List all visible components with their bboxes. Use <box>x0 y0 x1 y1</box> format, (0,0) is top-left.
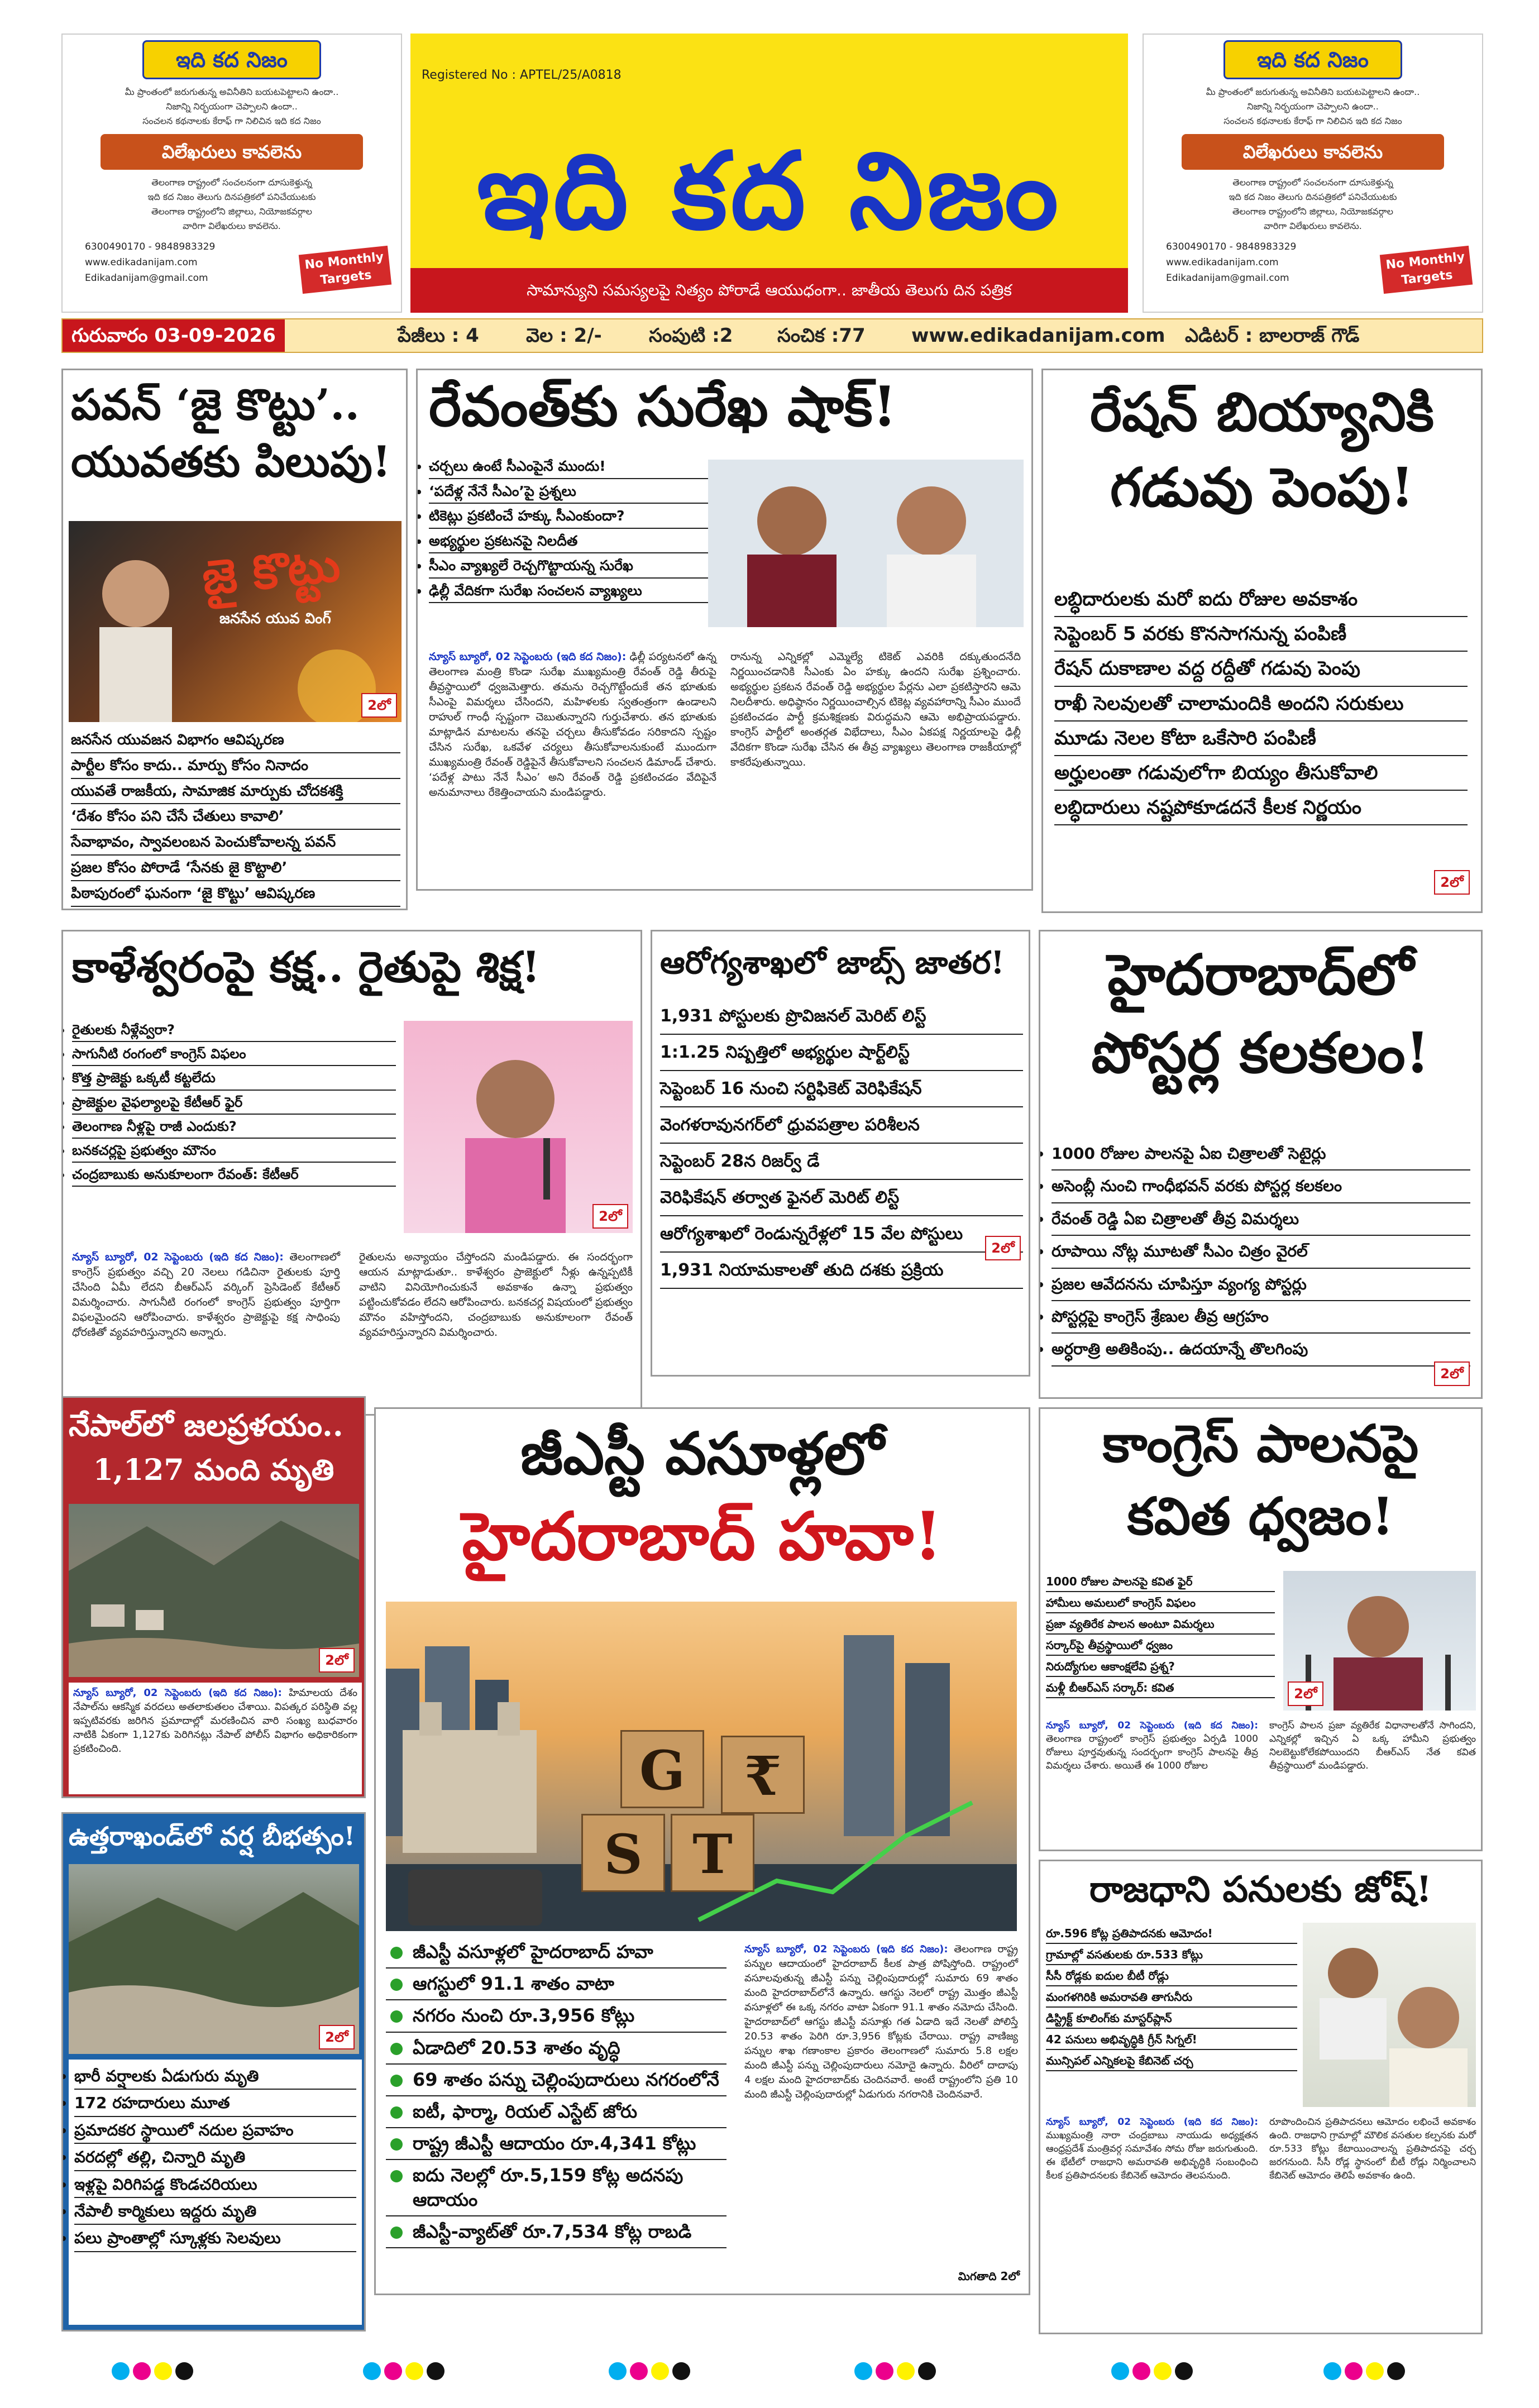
nepal-flood-photo <box>69 1504 359 1677</box>
ad-target-badge: No Monthly Targets <box>1380 246 1473 294</box>
list-item: • రూపాయి నోట్ల మూటతో సీఎం చిత్రం వైరల్ <box>1052 1236 1470 1268</box>
kaleshwaram-points <box>72 1018 396 1187</box>
dateline: న్యూస్ బ్యూరో, 02 సెప్టెంబరు (ఇది కద నిజం): <box>1046 1720 1258 1731</box>
continued-badge: 2లో <box>592 1204 628 1229</box>
price: వెల : 2/- <box>526 324 602 347</box>
headline: హైదరాబాద్‌లో <box>1107 942 1414 1007</box>
list-item: • డిస్ట్రిక్ట్ కూలింగ్‌కు మాస్టర్‌ప్లాన్ <box>1046 2008 1297 2029</box>
ad-logo: ఇది కద నిజం <box>142 40 321 79</box>
gst-points <box>386 1937 727 2248</box>
list-item: • వెంగళరావునగర్‌లో ధ్రువపత్రాల పరిశీలన <box>660 1107 1023 1144</box>
headline: కవిత ధ్వజం! <box>1127 1486 1394 1546</box>
continued-badge: 2లో <box>319 1648 355 1673</box>
list-item: • బనకచర్లపై ప్రభుత్వం మౌనం <box>72 1139 396 1163</box>
ad-line: ఇది కద నిజం తెలుగు దినపత్రికలో పనిచేయుటకు <box>147 192 316 202</box>
article-body: రూపొందించిన ప్రతిపాదనలు ఆమోదం లభించే అవకాశం ఉంది. రాజధాని గ్రామాల్లో మౌలిక వసతుల కల్పనకు మరో రూ.533 కోట్లు కేటాయించాలన్న ప్రతిపాదనపై చర్చ జరగనుంది. సీసీ రోడ్ల స్థానంలో బీటీ రోడ్లు నిర్మించాలని కేబినెట్ ఆమోదం తెలిపే అవకాశం ఉంది. <box>1269 2116 1476 2181</box>
ad-line: తెలంగాణ రాష్ట్రంలో సంచలనంగా దూసుకెళ్తున్న <box>1232 177 1393 188</box>
list-item: • 172 రహదారులు మూత <box>74 2090 356 2116</box>
article-revanth <box>416 369 1033 891</box>
continued-badge: 2లో <box>1288 1681 1323 1706</box>
list-item: • సర్కార్‌పై తీవ్రస్థాయిలో ధ్వజం <box>1046 1635 1275 1656</box>
list-item: • రూ.596 కోట్ల ప్రతిపాదనకు ఆమోదం! <box>1046 1923 1297 1944</box>
poster-subtitle: జనసేన యువ వింగ్ <box>219 610 331 627</box>
list-item: లబ్ధిదారులు నష్టపోకూడదనే కీలక నిర్ణయం <box>1054 791 1468 825</box>
headline: కాళేశ్వరంపై కక్ష.. రైతుపై శిక్ష! <box>72 942 541 992</box>
dateline: న్యూస్ బ్యూరో, 02 సెప్టెంబరు (ఇది కద నిజం): <box>744 1943 948 1955</box>
uttarakhand-flood-photo <box>69 1864 359 2054</box>
ad-email: Edikadanijam@gmail.com <box>85 273 208 284</box>
ad-line: నిజాన్ని నిర్భయంగా చెప్పాలని ఉందా.. <box>1247 101 1379 112</box>
list-item: • ప్రజల కోసం పోరాడే ‘సేనకు జై కొట్టాలి’ <box>71 856 400 881</box>
list-item: • ‘పదేళ్ల నేనే సీఎం’పై ప్రశ్నలు <box>429 479 719 504</box>
portrait-illustration <box>1303 1923 1476 2107</box>
list-item: • ‘దేశం కోసం పని చేసే చేతులు కావాలి’ <box>71 804 400 830</box>
headline: రేవంత్‌కు సురేఖ షాక్! <box>429 375 897 439</box>
list-item: • పార్టీల కోసం కాదు.. మార్పు కోసం నినాదం <box>71 753 400 779</box>
article-capital <box>1039 1860 1483 2334</box>
page-count: పేజీలు : 4 <box>398 324 479 347</box>
print-registration-marks <box>363 2362 445 2385</box>
gst-block-s: S <box>581 1814 665 1892</box>
list-item: • ప్రాజెక్టుల వైఫల్యాలపై కేటీఆర్ ఫైర్ <box>72 1091 396 1115</box>
revanth-surekha-photo <box>708 460 1024 627</box>
list-item: నగరం నుంచి రూ.3,956 కోట్లు <box>386 2000 727 2032</box>
ration-points <box>1054 582 1468 825</box>
headline: యువతకు పిలుపు! <box>71 437 391 486</box>
list-item: • తెలంగాణ నీళ్లపై రాజీ ఎందుకు? <box>72 1115 396 1139</box>
ad-line: వారిగా విలేఖరులు కావలెను. <box>183 221 281 231</box>
ad-line: తెలంగాణ రాష్ట్రంలో సంచలనంగా దూసుకెళ్తున్న <box>151 177 312 188</box>
list-item: • పిఠాపురంలో ఘనంగా ‘జై కొట్టు’ ఆవిష్కరణ <box>71 881 400 907</box>
capital-meeting-photo <box>1303 1923 1476 2107</box>
article-pawan <box>61 369 408 910</box>
poster-title: జై కొట్టు <box>199 536 343 606</box>
kavitha-photo <box>1283 1571 1476 1711</box>
article-body <box>72 1250 340 1340</box>
subheadline: 1,127 మంది మృతి <box>93 1453 334 1487</box>
continued-badge: 2లో <box>1434 870 1470 895</box>
issue-date: గురువారం 03-09-2026 <box>63 319 285 352</box>
print-registration-marks <box>854 2362 936 2385</box>
ad-logo: ఇది కద నిజం <box>1223 40 1402 79</box>
ad-web: www.edikadanijam.com <box>85 257 198 268</box>
recruitment-ad-right <box>1143 34 1483 313</box>
ad-banner: విలేఖరులు కావలెను <box>1182 134 1444 170</box>
list-item: • సీసీ రోడ్లకు ఐదుల బీటీ రోడ్లు <box>1046 1965 1297 1986</box>
kavitha-points <box>1046 1571 1275 1698</box>
ad-line: నిజాన్ని నిర్భయంగా చెప్పాలని ఉందా.. <box>166 101 298 112</box>
body-column: ఢిల్లీ పర్యటనలో ఉన్న తెలంగాణ మంత్రి కొండా సురేఖ ముఖ్యమంత్రి రేవంత్ రెడ్డి తీరుపై తీవ్రస్థాయిలో ధ్వజమెత్తారు. తమను రెచ్చగొట్టేందుకే తన భూతుకు సీఎంపై విమర్శలు చేసిందని, మహిళలకు స్వతంత్రంగా ఉండాలని రాహుల్ గాంధీ స్పష్టంగా చెబుతున్నారని గుర్తుచేశారు. తన భూతుకు మాట్లాడిన మాటలను తనపై చర్చలు తీసుకోవడం సరికాదని స్పష్టం చేసిన సురేఖ, ఒకవేళ చర్యలు తీసుకోవాలనుకుంటే ముందుగా ముఖ్యమంత్రి రేవంత్ రెడ్డిపైనే తీసుకోవాలని సంచలన డిమాండ్ చేశారు. ‘పదేళ్ల పాటు నేనే సీఎం’ అని రేవంత్ రెడ్డి ప్రకటించడం వేదిపైనే అనుమానాలు రేకెత్తించాయని మండిపడ్డారు. <box>429 651 716 799</box>
ad-banner: విలేఖరులు కావలెను <box>101 134 363 170</box>
article-body <box>429 649 716 800</box>
list-item: • జనసేన యువజన విభాగం ఆవిష్కరణ <box>71 728 400 753</box>
list-item: • మంగళగిరికి అమరావతి తాగునీరు <box>1046 1986 1297 2008</box>
continued-badge: 2లో <box>319 2025 355 2049</box>
ad-line: ఇది కద నిజం తెలుగు దినపత్రికలో పనిచేయుటకు <box>1229 192 1397 202</box>
pawan-points <box>71 728 400 907</box>
list-item: • ఇళ్లపై విరిగిపడ్డ కొండచరియలు <box>74 2171 356 2198</box>
article-body: రైతులను అన్యాయం చేస్తోందని మండిపడ్డారు. ఈ సందర్భంగా ఆయన మాట్లాడుతూ.. కాళేశ్వరం ప్రాజెక్టులో నీళ్లు ఉన్నప్పటికీ వాటిని వినియోగించుకునే అవకాశం ఉన్నా ప్రభుత్వం పట్టించుకోవడం లేదని ఆరోపించారు. బనకచర్ల విషయంలో ప్రభుత్వం మౌనం వహిస్తోందని, చంద్రబాబుకు అనుకూలంగా రేవంత్ వ్యవహరిస్తున్నారని విమర్శించారు. <box>359 1251 633 1339</box>
list-item: • అర్ధరాత్రి అతికింపు.. ఉదయాన్నే తొలగింపు <box>1052 1334 1470 1366</box>
continued-badge: 2లో <box>1434 1361 1470 1386</box>
article-hyderabad-posters <box>1039 930 1483 1399</box>
posters-points <box>1052 1138 1470 1367</box>
article-gst <box>374 1407 1030 2295</box>
article-uttarakhand <box>61 1812 366 2331</box>
editor-name: ఎడిటర్ : బాలరాజ్ గౌడ్ <box>1185 324 1360 347</box>
ad-email: Edikadanijam@gmail.com <box>1166 273 1289 284</box>
recruitment-ad-left <box>61 34 402 313</box>
ad-phone: 6300490170 - 9848983329 <box>85 241 216 252</box>
article-body <box>1046 2115 1258 2182</box>
list-item: ఏడాదిలో 20.53 శాతం వృద్ధి <box>386 2033 727 2065</box>
ad-line: మీ ప్రాంతంలో జరుగుతున్న అవినీతిని బయటపెట్టాలని ఉందా.. <box>1206 87 1420 97</box>
body-column: తెలంగాణలో కాంగ్రెస్ ప్రభుత్వం వచ్చి 20 నెలలు గడిచినా రైతులకు పూర్తి చేసింది ఏమీ లేదని బీఆర్ఎస్ వర్కింగ్ ప్రెసిడెంట్ కేటీఆర్ విమర్శించారు. సాగునీటి రంగంలో కాంగ్రెస్ ప్రభుత్వం పూర్తిగా విఫలమైందని ఆరోపించారు. కాళేశ్వరం ప్రాజెక్టుపై కక్ష సాధింపు ధోరణితో వ్యవహరిస్తున్నారని అన్నారు. <box>72 1251 340 1339</box>
issue-number: సంచిక :77 <box>777 324 866 347</box>
ad-line: మీ ప్రాంతంలో జరుగుతున్న అవినీతిని బయటపెట్టాలని ఉందా.. <box>125 87 339 97</box>
ad-target-badge: No Monthly Targets <box>299 246 391 294</box>
body-column: హిమాలయ దేశం నేపాల్‌ను ఆకస్మిక వరదలు అతలాకుతలం చేశాయి. విపత్కర పరిస్థితి వల్ల ఇప్పటివరకు జరిగిన ప్రమాదాల్లో మరణించిన వారి సంఖ్య బుధవారం నాటికి ఏకంగా 1,127కు పెరిగినట్లు నేపాల్ పోలీస్ విభాగం అధికారికంగా ప్రకటించింది. <box>73 1687 357 1755</box>
list-item: • సీఎం వ్యాఖ్యలే రెచ్చగొట్టాయన్న సురేఖ <box>429 553 719 579</box>
ad-line: వారిగా విలేఖరులు కావలెను. <box>1264 221 1362 231</box>
body-column: తెలంగాణ రాష్ట్రంలో కాంగ్రెస్ ప్రభుత్వం ఏర్పడి 1000 రోజులు పూర్తవుతున్న సందర్భంగా కాంగ్రెస్ పాలనపై తీవ్ర విమర్శలు చేశారు. అయితే ఈ 1000 రోజుల <box>1046 1733 1258 1771</box>
list-item: • గ్రామాల్లో వసతులకు రూ.533 కోట్లు <box>1046 1944 1297 1965</box>
print-registration-marks <box>112 2362 193 2385</box>
list-item: • టికెట్లు ప్రకటించే హక్కు సీఎంకుందా? <box>429 504 719 529</box>
ad-line: సంచలన కథనాలకు కేరాఫ్ గా నిలిచిన ఇది కద నిజం <box>142 116 321 126</box>
capital-points <box>1046 1923 1297 2071</box>
flood-illustration <box>69 1504 359 1677</box>
gst-block-t: T <box>671 1814 754 1892</box>
list-item: • ప్రమాదకర స్థాయిలో నదుల ప్రవాహం <box>74 2117 356 2144</box>
masthead-tagline: సామాన్యుని సమస్యలపై నిత్యం పోరాడే ఆయుధంగా.. జాతీయ తెలుగు దిన పత్రిక <box>410 268 1128 313</box>
print-registration-marks <box>609 2362 690 2385</box>
list-item: • చర్చలు ఉంటే సీఎంపైనే ముందు! <box>429 454 719 479</box>
article-body <box>744 1942 1018 2102</box>
continued-note: మిగతాది 2లో <box>958 2270 1020 2283</box>
list-item: ఐటీ, ఫార్మా, రియల్ ఎస్టేట్ జోరు <box>386 2096 727 2128</box>
issue-info-bar <box>61 318 1483 353</box>
gst-block-g: G <box>620 1730 704 1808</box>
list-item: మూడు నెలల కోటా ఒకేసారి పంపిణీ <box>1054 722 1468 756</box>
headline: రాజధాని పనులకు జోష్! <box>1089 1869 1432 1910</box>
ad-line: తెలంగాణ రాష్ట్రంలోని జిల్లాలు, నియోజకవర్గాల <box>1232 206 1394 217</box>
portrait-illustration <box>404 1021 633 1233</box>
revanth-points <box>429 454 719 603</box>
list-item: • 42 పనులు అభివృద్ధికి గ్రీన్ సిగ్నల్! <box>1046 2029 1297 2050</box>
body-column: తెలంగాణ రాష్ట్ర పన్నుల ఆదాయంలో హైదరాబాద్ కీలక పాత్ర పోషిస్తోంది. రాష్ట్రంలో వసూలవుతున్న జీఎస్టీ పన్ను చెల్లింపుదారుల్లో సుమారు 69 శాతం మంది హైదరాబాద్‌లోనే ఉన్నారు. ఆగస్టు నెలలో రాష్ట్ర మొత్తం జీఎస్టీ వసూళ్లలో ఈ ఒక్క నగరం వాటా ఏకంగా 91.1 శాతం నమోదు చేసింది. హైదరాబాద్‌లో ఆగస్టు జీఎస్టీ వసూళ్లు గత ఏడాది ఇదే నెలతో పోలిస్తే 20.53 శాతం పెరిగి రూ.3,956 కోట్లకు చేరాయి. రాష్ట్ర వాణిజ్య పన్నుల శాఖ గణాంకాల ప్రకారం తెలంగాణలో సుమారు 5.8 లక్షల మంది జీఎస్టీ పన్ను చెల్లింపుదారులు నమోదై ఉన్నారు. వీరిలో దాదాపు 4 లక్షల మంది హైదరాబాద్‌కు చెందినవారే. అంటే రాష్ట్రంలోని ప్రతి 10 మంది జీఎస్టీ చెల్లింపుదారుల్లో ఏడుగురు నగరానికి చెందినవారే. <box>744 1943 1018 2100</box>
article-health-jobs <box>651 930 1030 1377</box>
continued-badge: 2లో <box>985 1236 1021 1260</box>
list-item: • అభ్యర్థుల ప్రకటనపై నిలదీత <box>429 529 719 554</box>
ad-line: తెలంగాణ రాష్ట్రంలోని జిల్లాలు, నియోజకవర్గాల <box>151 206 313 217</box>
list-item: • మళ్లీ బీఆర్ఎస్ సర్కార్: కవిత <box>1046 1677 1275 1698</box>
list-item: • 1,931 నియామకాలతో తుది దశకు ప్రక్రియ <box>660 1253 1023 1289</box>
article-kavitha <box>1039 1407 1483 1851</box>
list-item: • సెప్టెంబర్ 28న రిజర్వ్ డే <box>660 1144 1023 1180</box>
list-item: జీఎస్టీ-వ్యాట్‌తో రూ.7,534 కోట్ల రాబడి <box>386 2216 727 2248</box>
list-item: • రైతులకు నీళ్లేవ్వరా? <box>72 1018 396 1042</box>
health-points <box>660 998 1023 1289</box>
list-item: జీఎస్టీ వసూళ్లలో హైదరాబాద్ హవా <box>386 1937 727 1969</box>
list-item: • నిరుద్యోగుల ఆకాంక్షలేవి ప్రశ్న? <box>1046 1656 1275 1677</box>
list-item: • యువతే రాజకీయ, సామాజిక మార్పుకు చోదకశక్తి <box>71 779 400 805</box>
body-column: ముఖ్యమంత్రి నారా చంద్రబాబు నాయుడు అధ్యక్షతన ఆంధ్రప్రదేశ్ మంత్రివర్గ సమావేశం సోమ రోజు జరుగుతుంది. ఈ భేటీలో రాజధాని అమరావతి అభివృద్ధికి సంబంధించి కీలక ప్రతిపాదనలకు కేబినెట్ ఆమోదం తెలపనుంది. <box>1046 2130 1258 2181</box>
list-item: • నేపాలీ కార్మికులు ఇద్దరు మృతి <box>74 2198 356 2225</box>
article-body <box>69 1683 362 1794</box>
article-kaleshwaram <box>61 930 642 1416</box>
list-item: రేషన్ దుకాణాల వద్ద రద్దీతో గడువు పెంపు <box>1054 652 1468 686</box>
list-item: • సేవాభావం, స్వావలంబన పెంచుకోవాలన్న పవన్ <box>71 830 400 856</box>
list-item: • వరదల్లో తల్లి, చిన్నారి మృతి <box>74 2144 356 2171</box>
uttarakhand-points <box>69 2060 362 2325</box>
list-item: • అసెంబ్లీ నుంచి గాంధీభవన్ వరకు పోస్టర్ల కలకలం <box>1052 1170 1470 1203</box>
ad-web: www.edikadanijam.com <box>1166 257 1279 268</box>
headline: పోస్టర్ల కలకలం! <box>1091 1020 1430 1086</box>
gst-block-rupee: ₹ <box>721 1736 805 1814</box>
article-body: రానున్న ఎన్నికల్లో ఎమ్మెల్యే టికెట్ ఎవరికి దక్కుతుందనేది నిర్ణయించడానికి సీఎంకు ఏం హక్కు ఉందని సురేఖ ప్రశ్నించారు. అభ్యర్థుల ప్రకటన రేవంత్ రెడ్డి అభ్యర్థుల పేర్లను ఎలా ప్రకటిస్తారని ఆమె నిలదీశారు. అధిష్ఠానం నిర్ణయించాల్సిన టికెట్ల వ్యవహారాన్ని సీఎం ముందే ప్రకటించడం పార్టీ క్రమశిక్షణకు విరుద్ధమని ఆమె అభిప్రాయపడ్డారు. కాంగ్రెస్ పార్టీలో అంతర్గత విభేదాలు, సీఎం ఏకపక్ష నిర్ణయాలపై ఢిల్లీ వేదికగా కొండా సురేఖ చేసిన ఈ తీవ్ర వ్యాఖ్యలు తెలంగాణ రాజకీయాల్లో కాకరేపుతున్నాయి. <box>730 651 1021 768</box>
list-item: • సాగునీటి రంగంలో కాంగ్రెస్ విఫలం <box>72 1042 396 1066</box>
article-body <box>1046 1719 1258 1772</box>
headline: ఆరోగ్యశాఖలో జాబ్స్ జాతర! <box>660 944 1005 981</box>
list-item: • ఆరోగ్యశాఖలో రెండున్నరేళ్లలో 15 వేల పోస్టులు <box>660 1216 1023 1253</box>
list-item: సెప్టెంబర్ 5 వరకు కొనసాగనున్న పంపిణీ <box>1054 617 1468 652</box>
list-item: • పలు ప్రాంతాల్లో స్కూళ్లకు సెలవులు <box>74 2225 356 2252</box>
list-item: • 1,931 పోస్టులకు ప్రొవిజనల్ మెరిట్ లిస్ట్ <box>660 998 1023 1035</box>
headline: గడువు పెంపు! <box>1110 456 1414 519</box>
volume: సంపుటి :2 <box>649 324 733 347</box>
flood-illustration <box>69 1864 359 2054</box>
ad-phone: 6300490170 - 9848983329 <box>1166 241 1297 252</box>
continued-badge: 2లో <box>361 693 397 718</box>
headline: హైదరాబాద్ హవా! <box>462 1497 943 1575</box>
list-item: రాఖీ సెలవులతో చాలామందికి అందని సరుకులు <box>1054 687 1468 722</box>
pawan-poster-image <box>69 521 402 722</box>
newspaper-title: ఇది కద నిజం <box>476 128 1062 253</box>
gst-collage-image <box>386 1602 1017 1931</box>
list-item: లబ్ధిదారులకు మరో ఐదు రోజుల అవకాశం <box>1054 582 1468 617</box>
list-item: • 1000 రోజుల పాలనపై ఏఐ చిత్రాలతో సెటైర్లు <box>1052 1138 1470 1170</box>
article-nepal <box>61 1396 366 1798</box>
headline: జీఎస్టీ వసూళ్లలో <box>520 1419 884 1488</box>
list-item: • ప్రజా వ్యతిరేక పాలన అంటూ విమర్శలు <box>1046 1613 1275 1635</box>
print-registration-marks <box>1111 2362 1193 2385</box>
list-item: • భారీ వర్షాలకు ఏడుగురు మృతి <box>74 2063 356 2090</box>
dateline: న్యూస్ బ్యూరో, 02 సెప్టెంబరు (ఇది కద నిజం): <box>1046 2116 1258 2128</box>
headline: ఉత్తరాఖండ్‌లో వర్ష బీభత్సం! <box>69 1821 355 1851</box>
ad-line: సంచలన కథనాలకు కేరాఫ్ గా నిలిచిన ఇది కద నిజం <box>1223 116 1402 126</box>
list-item: రాష్ట్ర జీఎస్టీ ఆదాయం రూ.4,341 కోట్లు <box>386 2128 727 2160</box>
list-item: ఐదు నెలల్లో రూ.5,159 కోట్ల అదనపు ఆదాయం <box>386 2160 727 2216</box>
list-item: • వెరిఫికేషన్ తర్వాత ఫైనల్ మెరిట్ లిస్ట్ <box>660 1180 1023 1216</box>
portrait-illustration <box>708 460 1024 627</box>
list-item: • కొత్త ప్రాజెక్టు ఒక్కటీ కట్టలేదు <box>72 1066 396 1090</box>
list-item: • ఢిల్లీ వేదికగా సురేఖ సంచలన వ్యాఖ్యలు <box>429 579 719 604</box>
headline: కాంగ్రెస్ పాలనపై <box>1102 1413 1419 1474</box>
dateline: న్యూస్ బ్యూరో, 02 సెప్టెంబరు (ఇది కద నిజం): <box>73 1687 282 1699</box>
headline: పవన్ ‘జై కొట్టు’.. <box>71 380 360 429</box>
website[interactable]: www.edikadanijam.com <box>911 324 1165 347</box>
list-item: • చంద్రబాబుకు అనుకూలంగా రేవంత్: కేటీఆర్ <box>72 1163 396 1187</box>
list-item: ఆగస్టులో 91.1 శాతం వాటా <box>386 1969 727 2000</box>
print-registration-marks <box>1323 2362 1405 2385</box>
dateline: న్యూస్ బ్యూరో, 02 సెప్టెంబరు (ఇది కద నిజం): <box>72 1251 284 1263</box>
list-item: • సెప్టెంబర్ 16 నుంచి సర్టిఫికెట్ వెరిఫికేషన్ <box>660 1071 1023 1107</box>
dateline: న్యూస్ బ్యూరో, 02 సెప్టెంబరు (ఇది కద నిజం): <box>429 651 627 663</box>
list-item: • 1000 రోజుల పాలనపై కవిత ఫైర్ <box>1046 1571 1275 1592</box>
list-item: • హామీలు అమలులో కాంగ్రెస్ విఫలం <box>1046 1592 1275 1613</box>
list-item: 69 శాతం పన్ను చెల్లింపుదారులు నగరంలోనే <box>386 2065 727 2096</box>
registration-number: Registered No : APTEL/25/A0818 <box>422 68 622 82</box>
article-body: కాంగ్రెస్ పాలన ప్రజా వ్యతిరేక విధానాలతోనే సాగిందని, ఎన్నికల్లో ఇచ్చిన ఏ ఒక్క హామీని ప్రభుత్వం నిలబెట్టుకోలేకపోయిందని బీఆర్ఎస్ నేత కవిత తీవ్రస్థాయిలో మండిపడ్డారు. <box>1269 1720 1476 1771</box>
list-item: • ప్రజల ఆవేదనను చూపిస్తూ వ్యంగ్య పోస్టర్లు <box>1052 1269 1470 1301</box>
headline: నేపాల్‌లో జలప్రళయం.. <box>69 1407 343 1443</box>
article-ration <box>1041 369 1483 913</box>
ktr-photo <box>404 1021 633 1233</box>
list-item: • రేవంత్ రెడ్డి ఏఐ చిత్రాలతో తీవ్ర విమర్శలు <box>1052 1203 1470 1236</box>
list-item: • పోస్టర్లపై కాంగ్రెస్ శ్రేణుల తీవ్ర ఆగ్రహం <box>1052 1301 1470 1334</box>
masthead <box>410 34 1128 313</box>
list-item: • 1:1.25 నిష్పత్తిలో అభ్యర్థుల షార్ట్‌లిస్ట్ <box>660 1035 1023 1071</box>
list-item: అర్హులంతా గడువులోగా బియ్యం తీసుకోవాలి <box>1054 756 1468 791</box>
headline: రేషన్ బియ్యానికి <box>1090 380 1434 443</box>
list-item: • మున్సిపల్ ఎన్నికలపై కేబినెట్ చర్చ <box>1046 2050 1297 2071</box>
